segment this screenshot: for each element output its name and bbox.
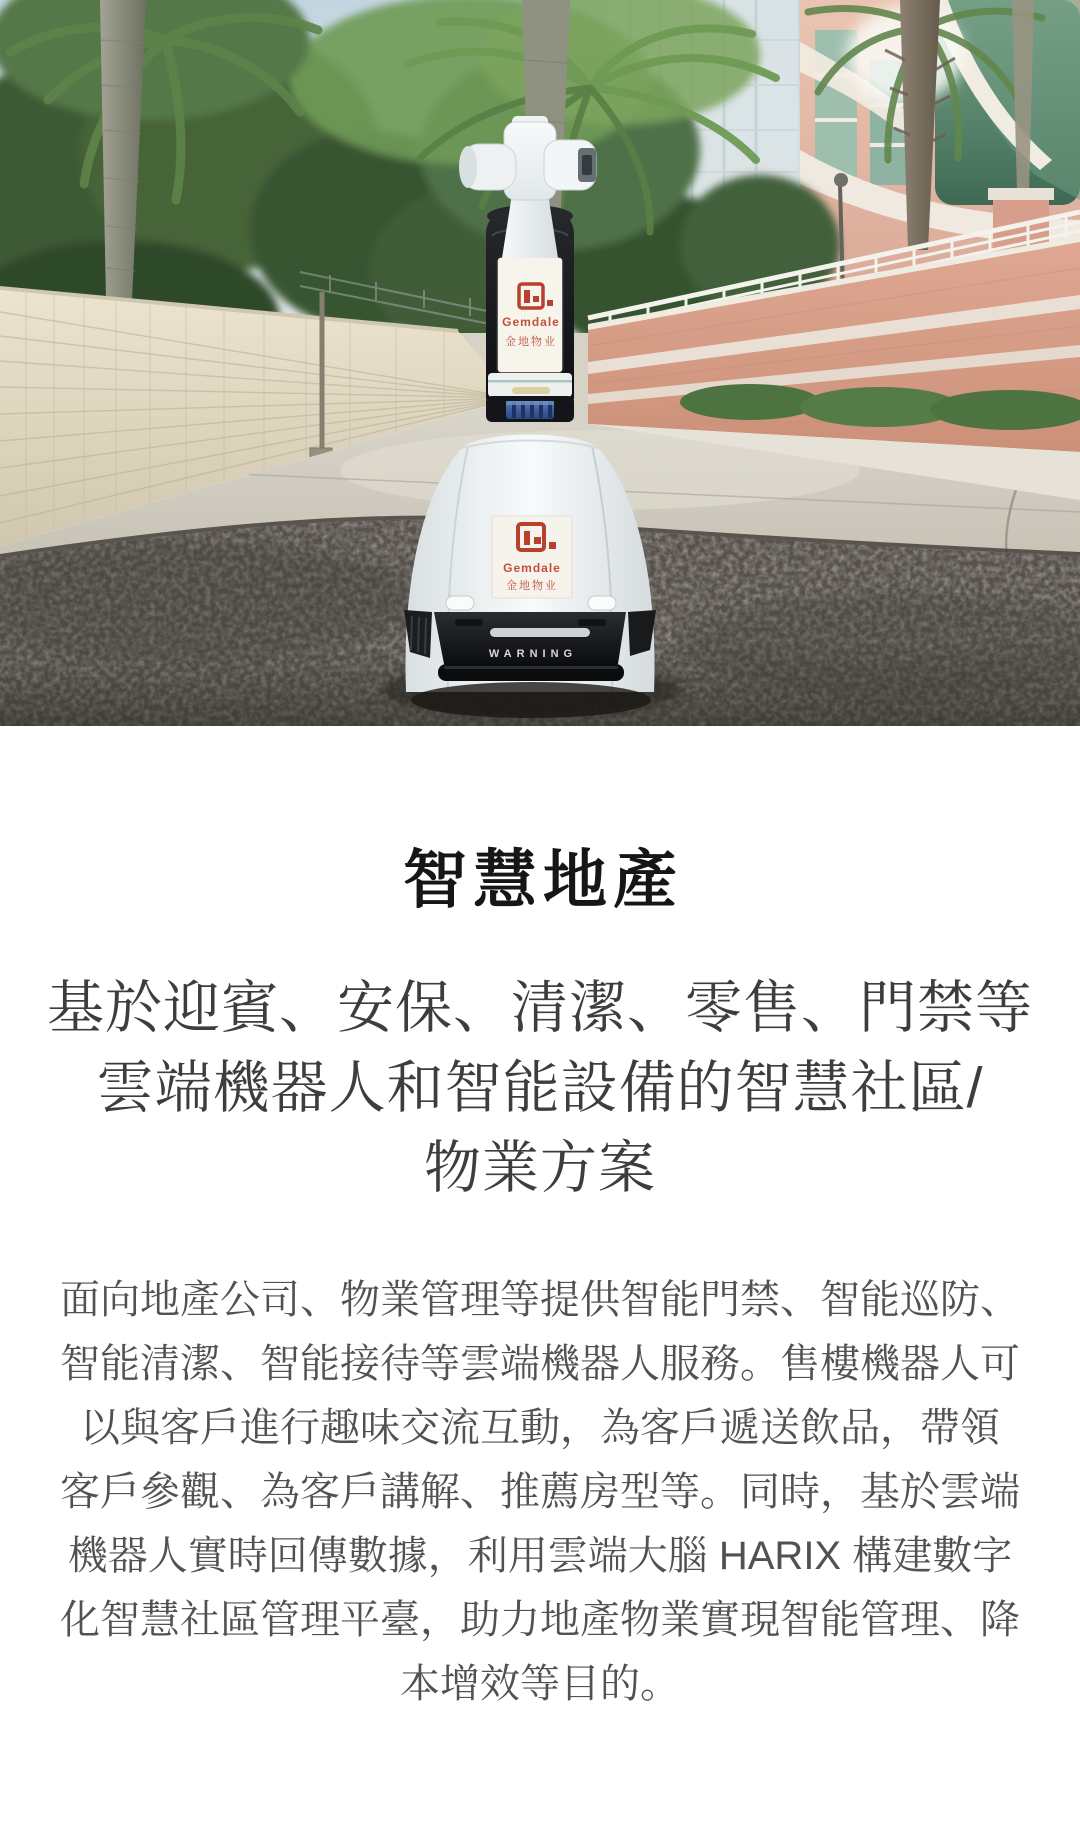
headlight-right <box>588 596 616 610</box>
robot-lidar <box>506 401 554 419</box>
body-line: 機器人實時回傳數據，利用雲端大腦 HARIX 構建數字 <box>67 1534 1013 1578</box>
robot-screen <box>497 257 563 373</box>
body-line: 化智慧社區管理平臺，助力地產物業實現智能管理、降 <box>60 1598 1020 1642</box>
robot-screen-brand-cn: 金地物业 <box>505 336 557 348</box>
hero-photo <box>0 0 1080 726</box>
subtitle-line: 物業方案 <box>424 1136 656 1200</box>
subtitle-line: 雲端機器人和智能設備的智慧社區/ <box>96 1056 984 1120</box>
body-line: 本增效等目的。 <box>400 1662 680 1706</box>
page-title: 智慧地產 <box>403 844 683 916</box>
body-line: 面向地產公司、物業管理等提供智能門禁、智能巡防、 <box>60 1278 1020 1322</box>
section-body <box>0 1268 1080 1716</box>
subtitle-line: 基於迎賓、安保、清潔、零售、門禁等 <box>47 976 1033 1040</box>
robot-body-brand-cn: 金地物业 <box>506 580 558 592</box>
warning-text: WARNING <box>488 648 578 660</box>
headlight-left <box>446 596 474 610</box>
body-line: 以與客戶進行趣味交流互動，為客戶遞送飲品，帶領 <box>80 1406 1000 1450</box>
warning-bumper <box>434 612 626 681</box>
body-line: 智能清潔、智能接待等雲端機器人服務。售樓機器人可 <box>60 1342 1020 1386</box>
body-line: 客戶參觀、為客戶講解、推薦房型等。同時，基於雲端 <box>60 1470 1020 1514</box>
section-subtitle <box>0 968 1080 1208</box>
robot-body-brand-en: Gemdale <box>503 561 561 575</box>
gemdale-logo-body <box>492 516 572 598</box>
robot-screen-brand-en: Gemdale <box>502 315 560 329</box>
